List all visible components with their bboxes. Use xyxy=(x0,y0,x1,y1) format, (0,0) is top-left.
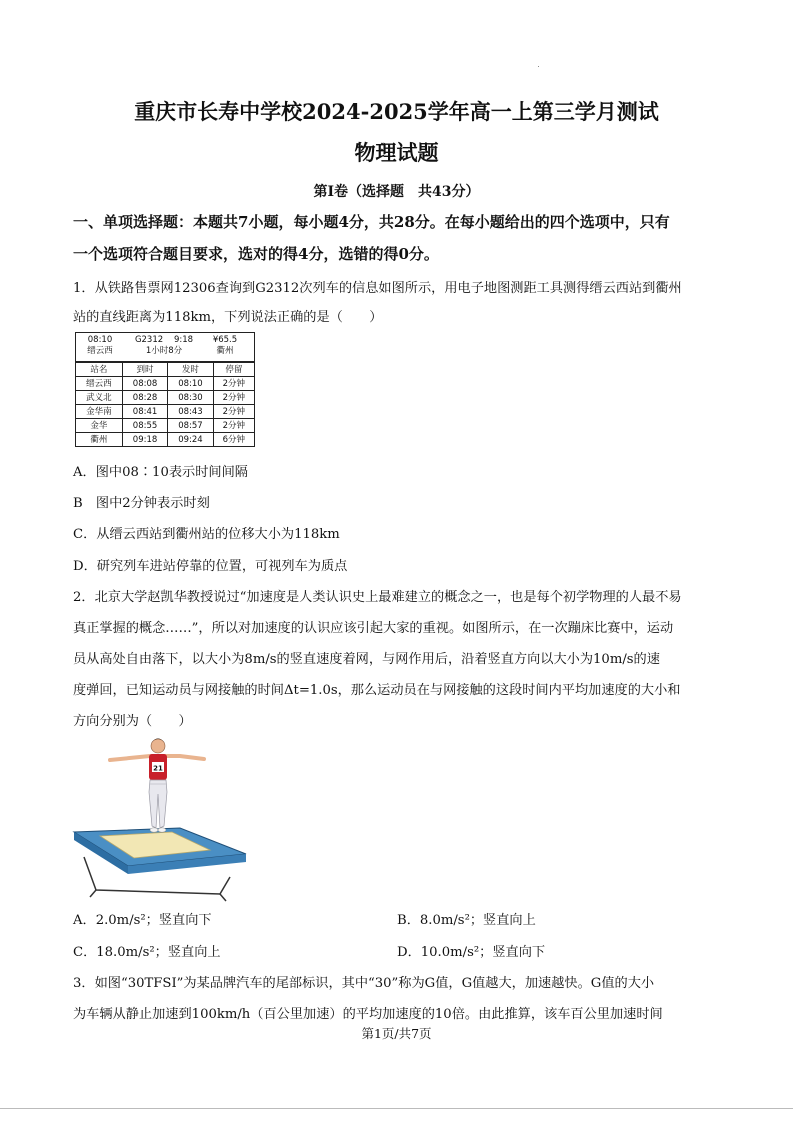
table-row xyxy=(76,433,254,447)
ticket-stops-table xyxy=(76,362,254,446)
page-number: 第1页/共7页 xyxy=(361,1026,432,1041)
athlete-figure xyxy=(110,739,204,833)
table-row xyxy=(76,405,254,419)
table-cell: 08:55 xyxy=(122,419,167,433)
q1-stem-line1: 1．从铁路售票网12306查询到G2312次列车的信息如图所示，用电子地图测距工具测得缙云西站到衢州 xyxy=(73,281,682,296)
q2-option-c: C．18.0m/s²；竖直向上 xyxy=(73,945,221,960)
column-header: 停留 xyxy=(213,363,254,377)
q2-stem-line4: 度弹回，已知运动员与网接触的时间Δt=1.0s，那么运动员在与网接触的这段时间内平均加速度的大小和 xyxy=(73,683,681,698)
ticket-arr-time: 9:18 xyxy=(173,335,194,345)
ticket-header xyxy=(76,333,254,362)
scan-speck xyxy=(538,66,539,67)
subject-title: 物理试题 xyxy=(354,140,439,165)
table-cell: 09:18 xyxy=(122,433,167,447)
q2-option-d: D．10.0m/s²；竖直向下 xyxy=(397,945,546,960)
q2-stem-line3: 员从高处自由落下，以大小为8m/s的竖直速度着网，与网作用后，沿着竖直方向以大小为10m/s的速 xyxy=(73,652,660,667)
ticket-arr-station: 衢州 xyxy=(216,346,234,356)
table-cell: 08:41 xyxy=(122,405,167,419)
table-row xyxy=(76,391,254,405)
table-header-row xyxy=(76,363,254,377)
table-cell: 金华 xyxy=(76,419,122,433)
ticket-dep-station: 缙云西 xyxy=(87,346,113,356)
q1-stem-line2: 站的直线距离为118km，下列说法正确的是（ ） xyxy=(73,310,383,325)
ticket-duration: 1小时8分 xyxy=(145,346,183,356)
table-cell: 6分钟 xyxy=(213,433,254,447)
section-title: 第Ⅰ卷（选择题 共43分） xyxy=(313,184,480,200)
table-row xyxy=(76,419,254,433)
q1-option-d: D．研究列车进站停靠的位置，可视列车为质点 xyxy=(73,559,348,574)
table-cell: 2分钟 xyxy=(213,391,254,405)
table-cell: 08:28 xyxy=(122,391,167,405)
table-cell: 09:24 xyxy=(168,433,213,447)
table-cell: 2分钟 xyxy=(213,419,254,433)
column-header: 发时 xyxy=(168,363,213,377)
table-cell: 武义北 xyxy=(76,391,122,405)
page-bottom-divider xyxy=(0,1108,793,1109)
table-cell: 衢州 xyxy=(76,433,122,447)
table-cell: 08:08 xyxy=(122,377,167,391)
table-cell: 金华南 xyxy=(76,405,122,419)
part1-heading-line1: 一、单项选择题：本题共7小题，每小题4分，共28分。在每小题给出的四个选项中，只有 xyxy=(73,213,670,231)
q3-stem-line1: 3．如图“30TFSI”为某品牌汽车的尾部标识，其中“30”称为G值，G值越大，加速越快。G值的大小 xyxy=(73,976,655,991)
trampoline-illustration xyxy=(70,732,250,902)
table-cell: 缙云西 xyxy=(76,377,122,391)
q2-stem-line1: 2．北京大学赵凯华教授说过“加速度是人类认识史上最难建立的概念之一，也是每个初学物理的人最不易 xyxy=(73,590,682,605)
table-cell: 08:30 xyxy=(168,391,213,405)
exam-title: 重庆市长寿中学校2024-2025学年高一上第三学月测试 xyxy=(134,99,659,124)
athlete-number: 21 xyxy=(153,764,163,773)
train-schedule-table xyxy=(75,332,255,447)
q3-stem-line2: 为车辆从静止加速到100km/h（百公里加速）的平均加速度的10倍。由此推算，该车百公里加速时间 xyxy=(73,1007,663,1022)
ticket-dep-time: 08:10 xyxy=(87,335,113,345)
column-header: 到时 xyxy=(122,363,167,377)
q1-option-b: B 图中2分钟表示时刻 xyxy=(73,496,210,511)
q1-option-c: C．从缙云西站到衢州站的位移大小为118km xyxy=(73,527,340,542)
part1-heading-line2: 一个选项符合题目要求，选对的得4分，选错的得0分。 xyxy=(73,245,439,263)
q2-option-b: B．8.0m/s²；竖直向上 xyxy=(397,913,536,928)
table-cell: 08:57 xyxy=(168,419,213,433)
ticket-train-number: G2312 xyxy=(134,335,164,345)
table-cell: 08:43 xyxy=(168,405,213,419)
ticket-price: ¥65.5 xyxy=(212,335,238,345)
q1-option-a: A．图中08∶10表示时间间隔 xyxy=(73,465,248,480)
q2-option-a: A．2.0m/s²；竖直向下 xyxy=(73,913,212,928)
table-cell: 2分钟 xyxy=(213,405,254,419)
trampoline-bed xyxy=(74,828,246,874)
table-cell: 08:10 xyxy=(168,377,213,391)
column-header: 站名 xyxy=(76,363,122,377)
q2-stem-line5: 方向分别为（ ） xyxy=(73,714,192,729)
table-row xyxy=(76,377,254,391)
table-cell: 2分钟 xyxy=(213,377,254,391)
q2-stem-line2: 真正掌握的概念……”，所以对加速度的认识应该引起大家的重视。如图所示，在一次蹦床比赛中，运动 xyxy=(73,621,674,636)
